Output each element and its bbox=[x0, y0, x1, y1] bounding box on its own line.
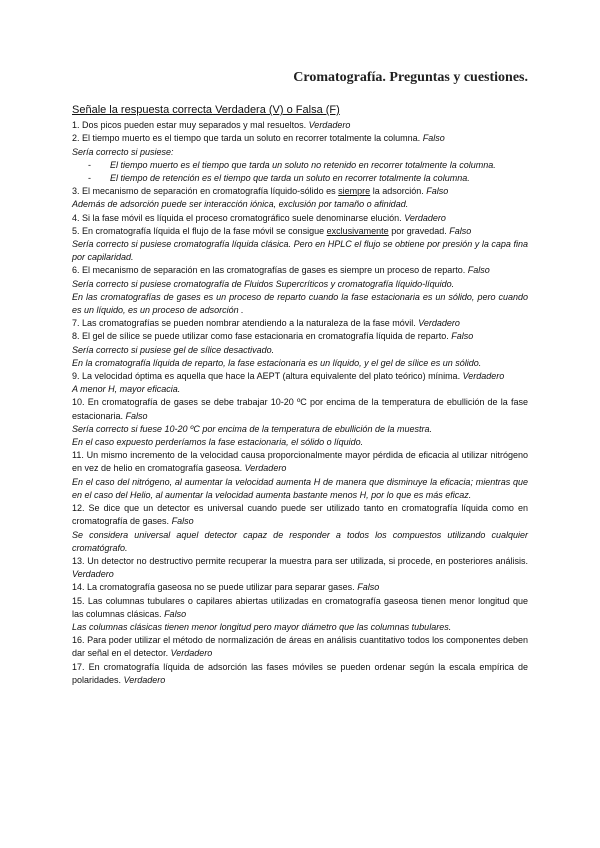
question-answer: Verdadero bbox=[170, 648, 213, 659]
question-text: 9. La velocidad óptima es aquella que hace la AEPT (altura equivalente del plato teórico) mínima. bbox=[72, 371, 461, 382]
section-title: Señale la respuesta correcta Verdadera (V) o Falsa (F) bbox=[72, 104, 340, 116]
question-14 bbox=[72, 581, 528, 594]
answer-note: En las cromatografías de gases es un proceso de reparto cuando la fase estacionaria es un sólido, pero cuando es un líquido, es un proceso de adsorción . bbox=[72, 291, 528, 316]
question-7 bbox=[72, 317, 528, 330]
answer-bullet-list bbox=[72, 159, 528, 185]
question-text: 2. El tiempo muerto es el tiempo que tarda un soluto en recorrer totalmente la columna. bbox=[72, 133, 421, 144]
question-answer: Verdadero bbox=[418, 318, 460, 329]
question-12 bbox=[72, 502, 528, 528]
question-text: 4. Si la fase móvil es líquida el proceso cromatográfico suele denominarse elución. bbox=[72, 212, 402, 223]
question-answer: Verdadero bbox=[244, 463, 287, 474]
question-15 bbox=[72, 595, 528, 621]
answer-note: En la cromatografía líquida de reparto, la fase estacionaria es un líquido, y el gel de sílice es un sólido. bbox=[72, 357, 482, 368]
question-text: 12. Se dice que un detector es universal cuando puede ser utilizado tanto en cromatografía líquida como en cromatografía de gases. bbox=[72, 503, 528, 527]
question-16 bbox=[72, 634, 528, 660]
underlined-word: exclusivamente bbox=[326, 225, 389, 236]
answer-note: Se considera universal aquel detector capaz de responder a todos los compuestos utilizando cualquier cromatógrafo. bbox=[72, 529, 528, 553]
answer-note: Además de adsorción puede ser interacción iónica, exclusión por tamaño o afinidad. bbox=[72, 199, 409, 210]
question-11 bbox=[72, 449, 528, 475]
answer-bullet: - El tiempo muerto es el tiempo que tarda un soluto no retenido en recorrer totalmente la columna. bbox=[110, 159, 528, 172]
question-answer: Falso bbox=[467, 265, 490, 276]
question-text: 6. El mecanismo de separación en las cromatografías de gases es siempre un proceso de reparto. bbox=[72, 265, 466, 276]
document-body bbox=[72, 104, 528, 687]
question-text: 14. La cromatografía gaseosa no se puede utilizar para separar gases. bbox=[72, 582, 355, 593]
question-text-end: la adsorción. bbox=[372, 186, 424, 197]
answer-note: Sería correcto si pusiese cromatografía de Fluidos Supercríticos y cromatografía líquido-líquido. bbox=[72, 278, 455, 289]
question-3 bbox=[72, 185, 528, 198]
answer-note: En el caso expuesto perderíamos la fase estacionaria, el sólido o líquido. bbox=[72, 437, 364, 448]
question-17 bbox=[72, 661, 528, 687]
question-answer: Falso bbox=[426, 186, 449, 197]
question-answer: Falso bbox=[171, 516, 194, 527]
question-answer: Verdadero bbox=[462, 371, 505, 382]
question-answer: Falso bbox=[164, 608, 187, 619]
question-10 bbox=[72, 396, 528, 422]
question-text: 11. Un mismo incremento de la velocidad causa proporcionalmente mayor pérdida de eficacia al utilizar nitrógeno en vez de helio en cromatografía gaseosa. bbox=[72, 450, 528, 474]
question-8 bbox=[72, 330, 528, 343]
answer-note: Las columnas clásicas tienen menor longitud pero mayor diámetro que las columnas tubulares. bbox=[72, 621, 452, 632]
answer-note: Sería correcto si fuese 10-20 ºC por encima de la temperatura de ebullición de la muestra. bbox=[72, 423, 432, 434]
question-answer: Verdadero bbox=[72, 569, 114, 580]
question-5 bbox=[72, 225, 528, 238]
underlined-word: siempre bbox=[338, 186, 371, 197]
answer-bullet: - El tiempo de retención es el tiempo que tarda un soluto en recorrer totalmente la columna. bbox=[110, 172, 528, 185]
question-2 bbox=[72, 132, 528, 145]
question-text: 3. El mecanismo de separación en cromatografía líquido-sólido es bbox=[72, 186, 336, 197]
question-answer: Verdadero bbox=[308, 120, 351, 131]
question-text: 16. Para poder utilizar el método de normalización de áreas en análisis cuantitativo todos los componentes deben dar señal en el detector. bbox=[72, 635, 528, 659]
answer-note: Sería correcto si pusiese cromatografía líquida clásica. Pero en HPLC el flujo se obtiene por presión y la capa fina por capilaridad. bbox=[72, 239, 528, 263]
question-1 bbox=[72, 119, 528, 132]
question-answer: Falso bbox=[357, 582, 380, 593]
question-answer: Verdadero bbox=[404, 212, 446, 223]
question-text: 13. Un detector no destructivo permite recuperar la muestra para ser utilizada, si procede, en posteriores análisis. bbox=[72, 555, 528, 566]
answer-note: A menor H, mayor eficacia. bbox=[72, 384, 181, 395]
question-answer: Falso bbox=[449, 225, 472, 236]
answer-note: Sería correcto si pusiese: bbox=[72, 146, 174, 157]
question-text-end: por gravedad. bbox=[391, 225, 447, 236]
question-answer: Verdadero bbox=[123, 674, 166, 685]
question-text: 8. El gel de sílice se puede utilizar como fase estacionaria en cromatografía líquida de reparto. bbox=[72, 331, 449, 342]
question-4 bbox=[72, 212, 528, 225]
question-6 bbox=[72, 264, 528, 277]
question-answer: Falso bbox=[451, 331, 474, 342]
question-text: 15. Las columnas tubulares o capilares abiertas utilizadas en cromatografía gaseosa tienen menor longitud que las columnas clásicas. bbox=[72, 595, 528, 619]
question-answer: Falso bbox=[125, 410, 148, 421]
answer-note: Sería correcto si pusiese gel de sílice desactivado. bbox=[72, 344, 275, 355]
question-text: 5. En cromatografía líquida el flujo de la fase móvil se consigue bbox=[72, 225, 325, 236]
question-answer: Falso bbox=[422, 133, 445, 144]
question-9 bbox=[72, 370, 528, 383]
page-header-title: Cromatografía. Preguntas y cuestiones. bbox=[293, 70, 528, 85]
question-text: 1. Dos picos pueden estar muy separados y mal resueltos. bbox=[72, 120, 307, 131]
question-text: 7. Las cromatografías se pueden nombrar atendiendo a la naturaleza de la fase móvil. bbox=[72, 318, 416, 329]
answer-note: En el caso del nitrógeno, al aumentar la velocidad aumenta H de manera que disminuye la eficacia; mientras que en el caso del Helio, al aumentar la velocidad aumenta bastante menos H, por lo que es más eficaz. bbox=[72, 476, 528, 500]
question-text: 10. En cromatografía de gases se debe trabajar 10-20 ºC por encima de la temperatura de ebullición de la fase estacionaria. bbox=[72, 397, 528, 421]
question-13 bbox=[72, 555, 528, 581]
question-text: 17. En cromatografía líquida de adsorción las fases móviles se pueden ordenar según la escala empírica de polaridades. bbox=[72, 661, 528, 685]
